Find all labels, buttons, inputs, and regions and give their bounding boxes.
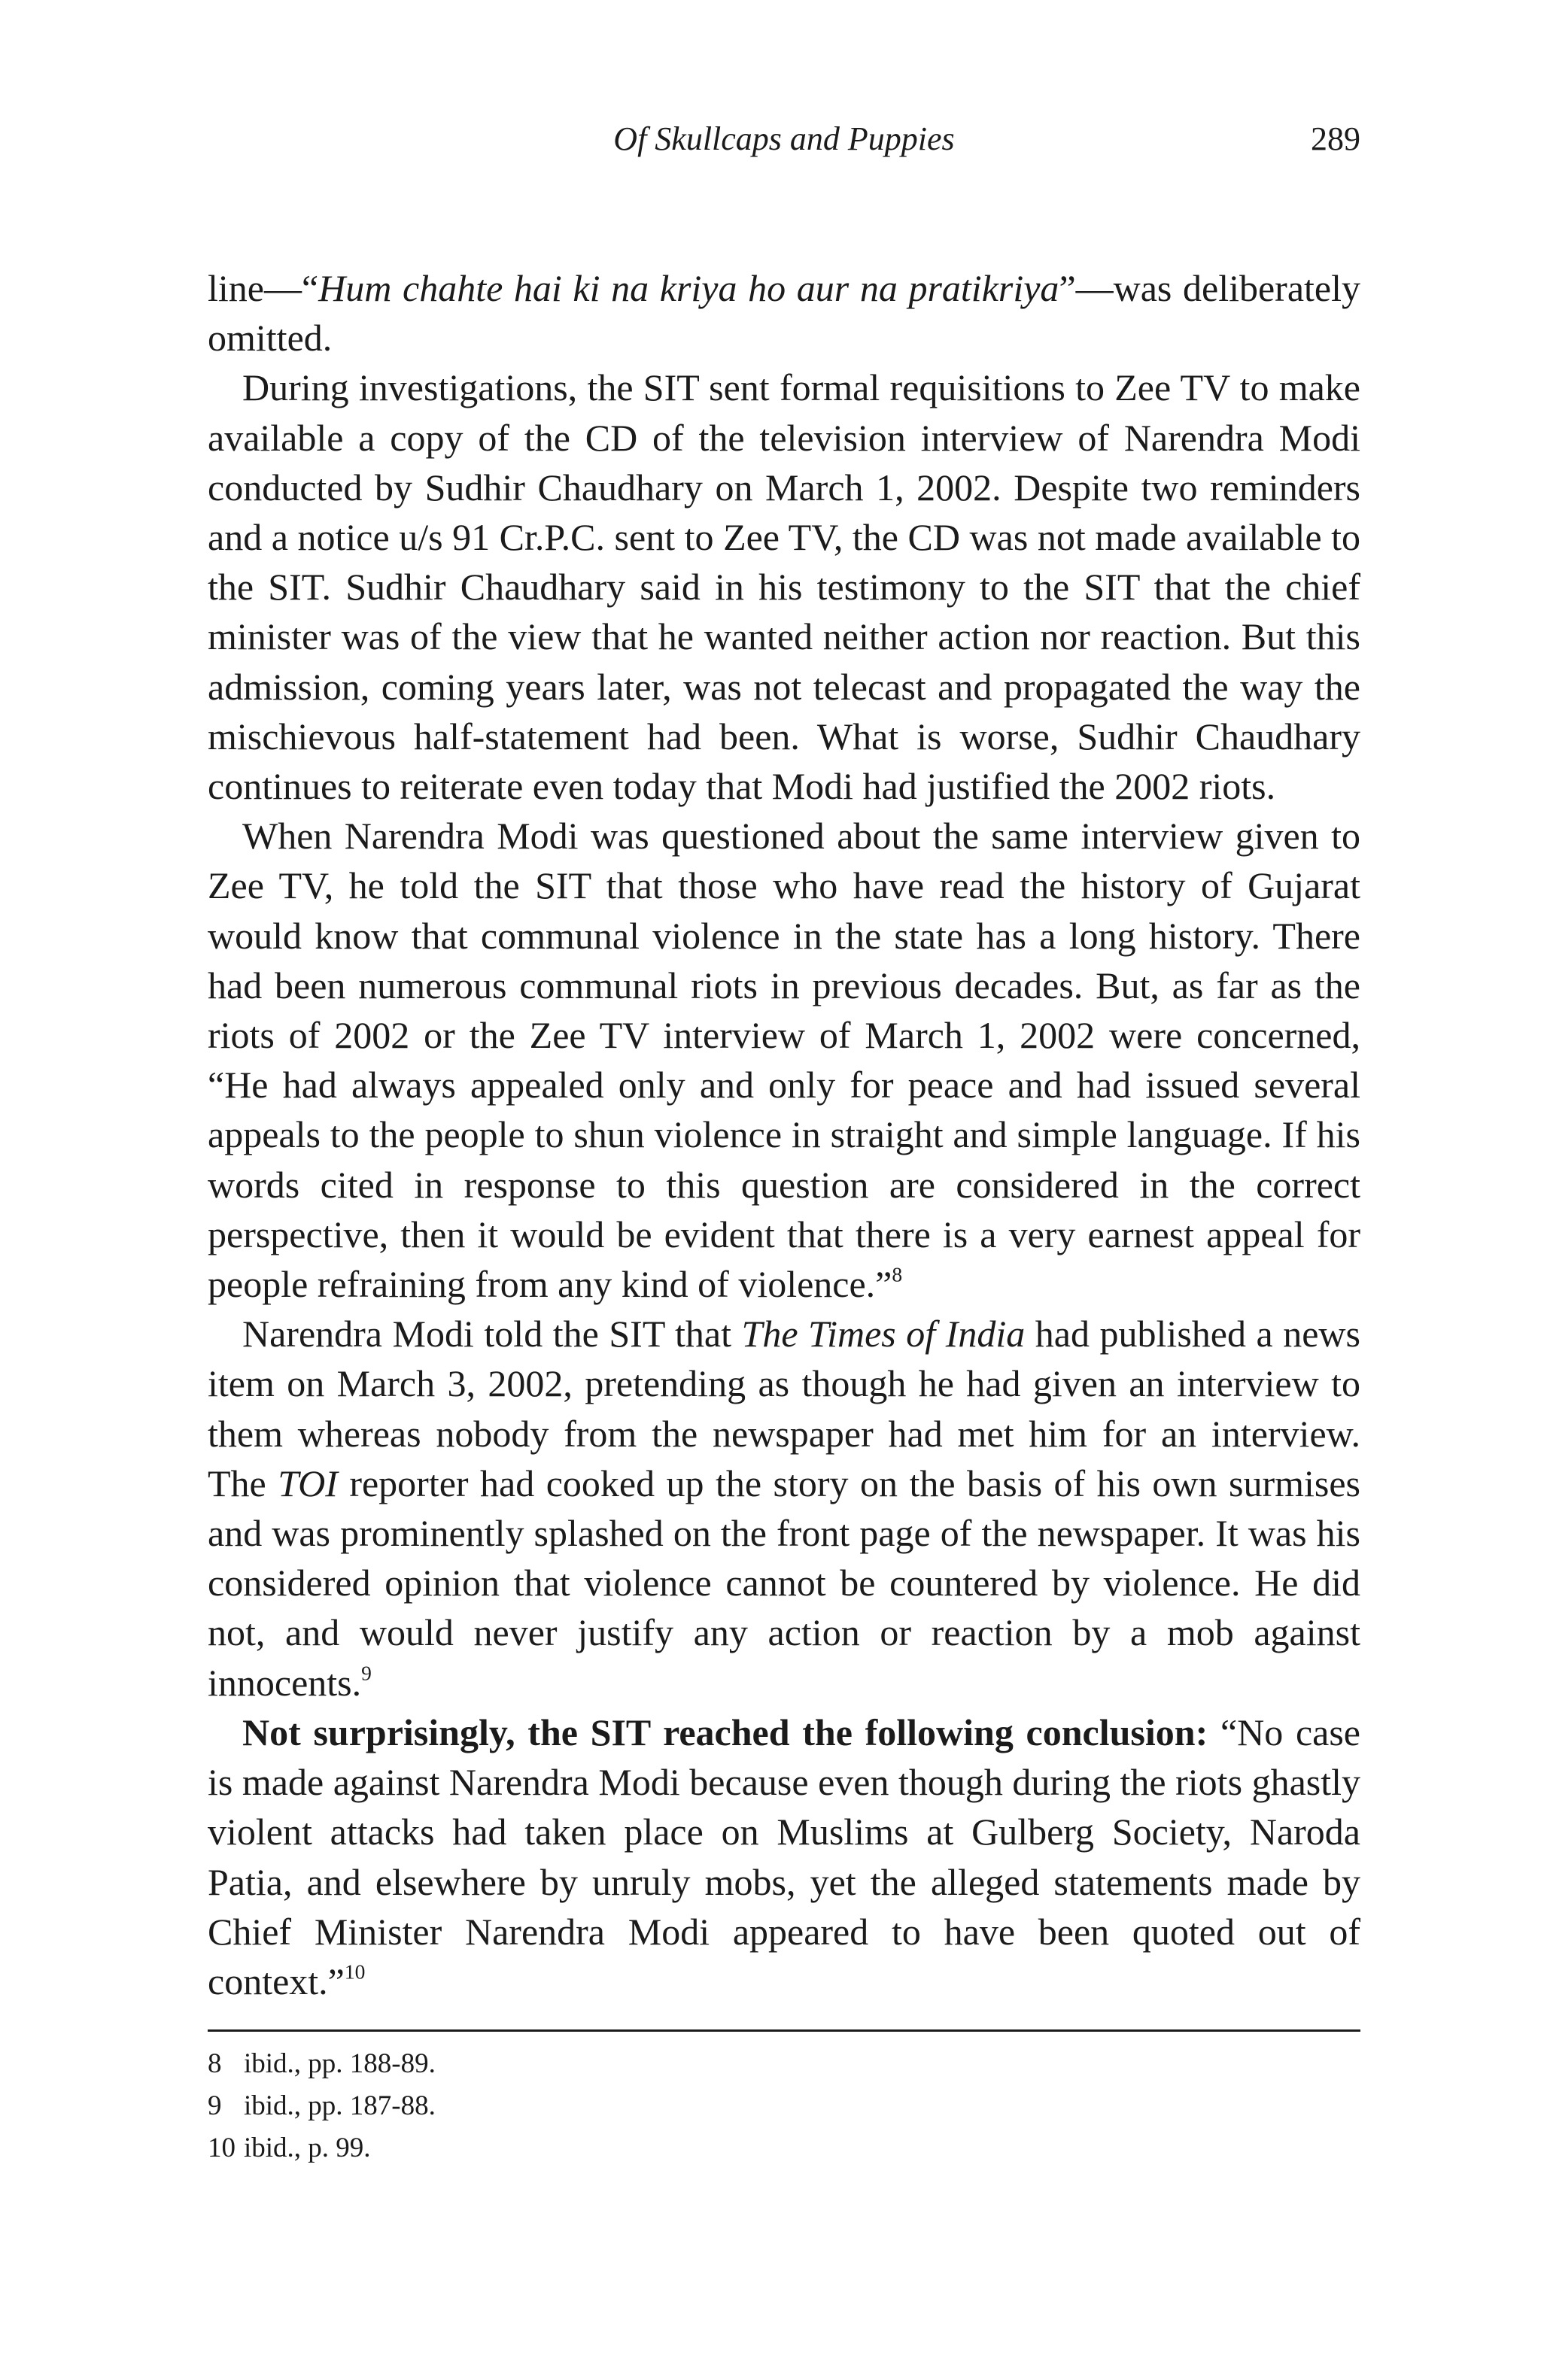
- paragraph-4: [208, 1309, 1360, 1708]
- footnote-text: ibid., pp. 188-89.: [244, 2048, 436, 2079]
- footnote-10: [208, 2127, 1360, 2169]
- paragraph-2: [208, 363, 1360, 811]
- footnote-ref-9[interactable]: 9: [361, 1661, 372, 1685]
- paragraph-3: [208, 811, 1360, 1309]
- paragraph-1-italic-quote: Hum chahte hai ki na kriya ho aur na pratikriya: [318, 267, 1059, 309]
- page-number: 289: [1311, 120, 1360, 157]
- footnote-8: [208, 2043, 1360, 2085]
- paragraph-3-text: When Narendra Modi was questioned about the same interview given to Zee TV, he told the SIT that those who have read the history of Gujarat would know that communal violence in the state has a long history. There had been numerous communal riots in previous decades. But, as far as the riots of 2002 or the Zee TV interview of March 1, 2002 were concerned, “He had always appealed only and only for peace and had issued several appeals to the people to shun violence in straight and simple language. If his words cited in response to this question are considered in the correct perspective, then it would be evident that there is a very earnest appeal for people refraining from any kind of violence.”: [208, 815, 1360, 1306]
- body-text: [208, 263, 1360, 2006]
- footnote-text: ibid., p. 99.: [244, 2133, 371, 2163]
- paragraph-1: [208, 263, 1360, 363]
- paragraph-4-text-c: reporter had cooked up the story on the basis of his own surmises and was prominently splashed on the front page of the newspaper. It was his considered opinion that violence cannot be countered by violence. He did not, and would never justify any action or reaction by a mob against innocents.: [208, 1462, 1360, 1704]
- paragraph-4-text-b: had published a news item on March 3, 2002, pretending as though he had given an interview to them whereas nobody from the newspaper had met him for an interview. The: [208, 1313, 1360, 1504]
- footnote-divider: [208, 2029, 1360, 2032]
- footnote-number: 10: [208, 2133, 236, 2163]
- footnote-text: ibid., pp. 187-88.: [244, 2090, 436, 2121]
- paragraph-4-text-a: Narendra Modi told the SIT that: [242, 1313, 742, 1355]
- footnote-9: [208, 2085, 1360, 2127]
- footnotes: [208, 2043, 1360, 2169]
- footnote-ref-8[interactable]: 8: [892, 1262, 903, 1286]
- paragraph-1-text-a: line—“: [208, 267, 319, 309]
- paragraph-2-text: During investigations, the SIT sent formal requisitions to Zee TV to make available a copy of the CD of the television interview of Narendra Modi conducted by Sudhir Chaudhary on March 1, 2002. Despite two reminders and a notice u/s 91 Cr.P.C. sent to Zee TV, the CD was not made available to the SIT. Sudhir Chaudhary said in his testimony to the SIT that the chief minister was of the view that he wanted neither action nor reaction. But this admission, coming years later, was not telecast and propagated the way the mischievous half-statement had been. What is worse, Sudhir Chaudhary continues to reiterate even today that Modi had justified the 2002 riots.: [208, 366, 1360, 808]
- paragraph-5: [208, 1708, 1360, 2006]
- page-header: [208, 113, 1360, 165]
- paragraph-5-text: “No case is made against Narendra Modi because even though during the riots ghastly violent attacks had taken place on Muslims at Gulberg Society, Naroda Patia, and elsewhere by unruly mobs, yet the alleged statements made by Chief Minister Narendra Modi appeared to have been quoted out of context.”: [208, 1711, 1360, 2002]
- paragraph-4-italic-times-of-india: The Times of India: [741, 1313, 1026, 1355]
- paragraph-4-italic-toi: TOI: [278, 1462, 338, 1504]
- running-title: Of Skullcaps and Puppies: [613, 120, 955, 157]
- footnote-number: 9: [208, 2090, 222, 2121]
- footnote-number: 8: [208, 2048, 222, 2079]
- footnote-ref-10[interactable]: 10: [344, 1960, 366, 1984]
- paragraph-5-bold-lead: Not surprisingly, the SIT reached the following conclusion:: [242, 1711, 1208, 1753]
- paragraph-1-text-b: ”—was deliberately omitted.: [208, 267, 1360, 360]
